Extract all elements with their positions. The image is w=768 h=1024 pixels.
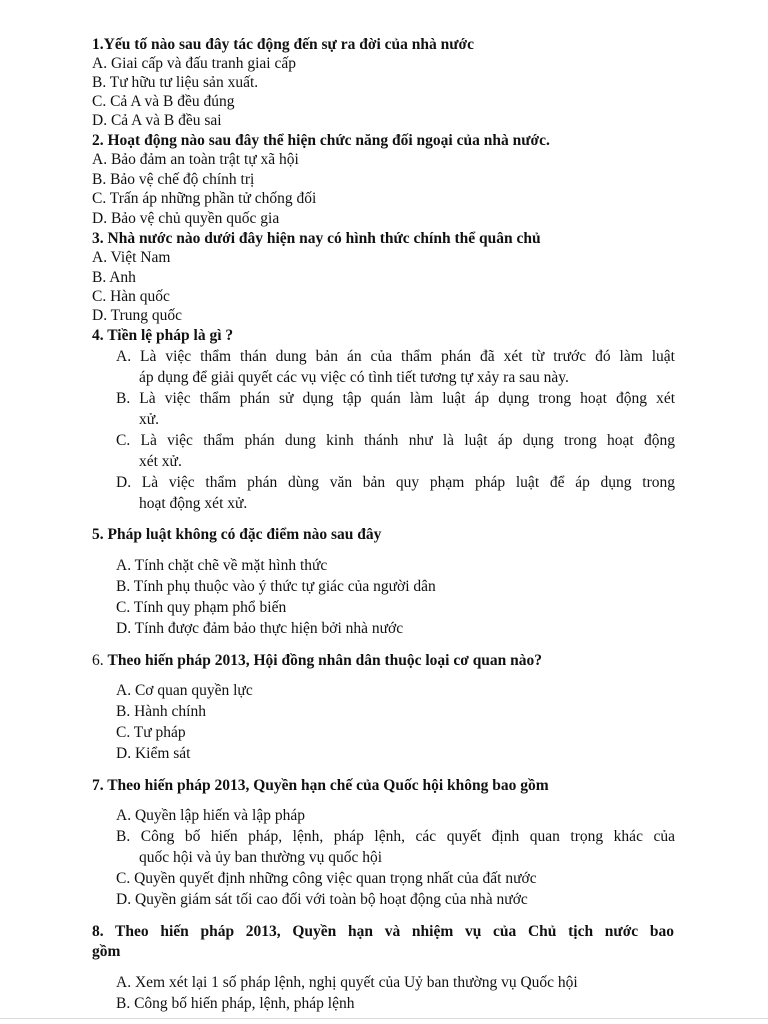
question-6 — [92, 651, 542, 670]
question-1-option-d: D. Cả A và B đều sai — [92, 112, 222, 129]
question-4-option-d: D. Là việc thẩm phán dùng văn bản quy phạm pháp luật để áp dụng trong — [116, 474, 675, 491]
question-6-text: Theo hiến pháp 2013, Hội đồng nhân dân thuộc loại cơ quan nào? — [107, 652, 543, 669]
question-4-option-a: A. Là việc thẩm thán dung bản án của thẩm phán đã xét từ trước đó làm luật — [116, 348, 675, 365]
question-7-option-b-cont: quốc hội và ủy ban thường vụ quốc hội — [139, 849, 383, 866]
question-8: 8. Theo hiến pháp 2013, Quyền hạn và nhiệm vụ của Chủ tịch nước bao — [92, 923, 674, 940]
question-8-option-a: A. Xem xét lại 1 số pháp lệnh, nghị quyết của Uỷ ban thường vụ Quốc hội — [116, 974, 578, 991]
question-2-option-c: C. Trấn áp những phần tử chống đối — [92, 190, 317, 207]
question-2-option-d: D. Bảo vệ chủ quyền quốc gia — [92, 210, 280, 227]
question-6-option-a: A. Cơ quan quyền lực — [116, 682, 253, 699]
page-bottom-rule — [0, 1018, 768, 1019]
question-3-option-c: C. Hàn quốc — [92, 288, 170, 305]
question-3-option-d: D. Trung quốc — [92, 307, 183, 324]
question-2: 2. Hoạt động nào sau đây thể hiện chức năng đối ngoại của nhà nước. — [92, 132, 550, 149]
question-5: 5. Pháp luật không có đặc điểm nào sau đây — [92, 526, 382, 543]
question-4-option-c: C. Là việc thẩm phán dung kinh thánh như là luật áp dụng trong hoạt động — [116, 432, 675, 449]
question-7-option-b: B. Công bố hiến pháp, lệnh, pháp lệnh, các quyết định quan trọng khác của — [116, 828, 675, 845]
question-2-option-b: B. Bảo vệ chế độ chính trị — [92, 171, 255, 188]
question-3-option-a: A. Việt Nam — [92, 249, 171, 266]
question-1-option-b: B. Tư hữu tư liệu sản xuất. — [92, 74, 259, 91]
question-4-option-d-cont: hoạt động xét xử. — [139, 495, 248, 512]
question-7-option-a: A. Quyền lập hiến và lập pháp — [116, 807, 305, 824]
question-2-option-a: A. Bảo đảm an toàn trật tự xã hội — [92, 151, 299, 168]
question-6-option-c: C. Tư pháp — [116, 724, 186, 741]
question-6-option-b: B. Hành chính — [116, 703, 206, 720]
question-7: 7. Theo hiến pháp 2013, Quyền hạn chế của Quốc hội không bao gồm — [92, 777, 549, 794]
question-6-option-d: D. Kiểm sát — [116, 745, 191, 762]
question-4-option-a-cont: áp dụng để giải quyết các vụ việc có tình tiết tương tự xảy ra sau này. — [139, 369, 569, 386]
question-1-option-a: A. Giai cấp và đấu tranh giai cấp — [92, 55, 296, 72]
question-1-option-c: C. Cả A và B đều đúng — [92, 93, 235, 110]
question-6-number: 6. — [92, 652, 108, 669]
question-5-option-b: B. Tính phụ thuộc vào ý thức tự giác của người dân — [116, 578, 436, 595]
question-7-option-d: D. Quyền giám sát tối cao đối với toàn bộ hoạt động của nhà nước — [116, 891, 528, 908]
question-5-option-a: A. Tính chặt chẽ về mặt hình thức — [116, 557, 328, 574]
question-1: 1.Yếu tố nào sau đây tác động đến sự ra đời của nhà nước — [92, 36, 474, 53]
question-5-option-d: D. Tính được đảm bảo thực hiện bởi nhà nước — [116, 620, 404, 637]
question-5-option-c: C. Tính quy phạm phổ biến — [116, 599, 287, 616]
question-4-option-b-cont: xử. — [139, 411, 160, 428]
question-3-option-b: B. Anh — [92, 269, 136, 286]
question-4: 4. Tiền lệ pháp là gì ? — [92, 327, 234, 344]
question-4-option-c-cont: xét xử. — [139, 453, 182, 470]
question-3: 3. Nhà nước nào dưới đây hiện nay có hình thức chính thể quân chủ — [92, 230, 541, 247]
question-7-option-c: C. Quyền quyết định những công việc quan trọng nhất của đất nước — [116, 870, 537, 887]
question-8-cont: gồm — [92, 943, 121, 960]
question-4-option-b: B. Là việc thẩm phán sử dụng tập quán làm luật áp dụng trong hoạt động xét — [116, 390, 675, 407]
question-8-option-b: B. Công bố hiến pháp, lệnh, pháp lệnh — [116, 995, 355, 1012]
